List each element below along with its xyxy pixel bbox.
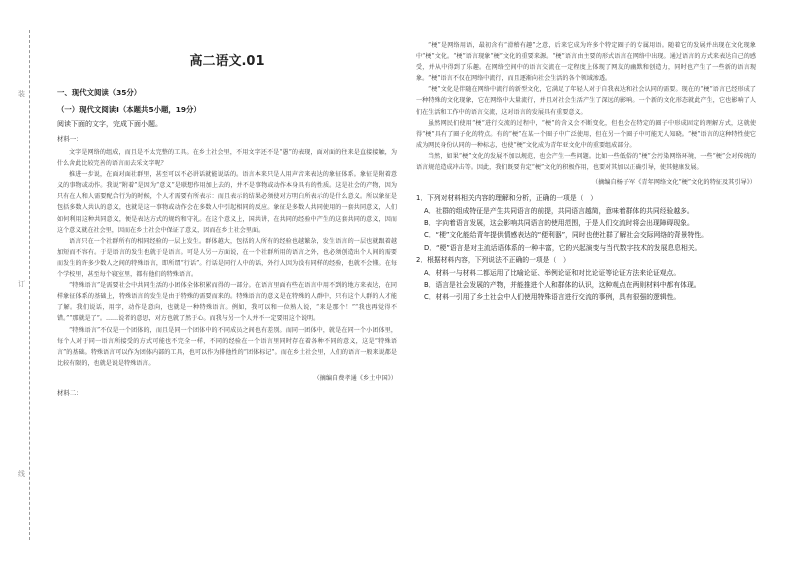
body-paragraph: 文字是网络的组成，而且是不太完整的工具。在乡土社会里，不用文字还不是“愚”的表现，面对面的往来是直接接触，为什么舍此比较完善的语言而去采文字呢？ bbox=[57, 149, 397, 168]
section-heading: 一、现代文阅读（35分） bbox=[57, 88, 142, 97]
subsection-heading: （一）现代文阅读Ⅰ（本题共5小题，19分） bbox=[57, 105, 201, 114]
body-paragraph: 当然，如果“梗”文化的发展不加以规范，也会产生一些问题。比如一些低俗的“梗”会污染网络环境，一些“梗”会对传统的语言规范造成冲击等。因此，我们既要肯定“梗”文化的积极作用，也要对其加以正确引导，使其健康发展。 bbox=[416, 152, 756, 172]
question-stem: 2．根据材料内容，下列说法不正确的一项是（ ） bbox=[416, 256, 570, 265]
body-paragraph: “特殊语言”是需要社会中共同生活的小团体全体积累而得的一部分。在语言里面有些在语言中用不到的地方来表达，在同样象征体系的基础上，特殊语言的发生是由于特殊的需要而来的。特殊语言的意义是在特殊的人群中，只有这个人群的人才能了解。我们说话，用字，动作是意向，也就是一种特殊语言。例如，我可以和一位熟人说，“来是那个！”“我也再觉得不错。”“那就是了”。……说者的意思，对方也就了然于心。而我与另一个人并不一定要用这个说明。 bbox=[57, 282, 397, 323]
page-title: 高二语文.01 bbox=[189, 54, 265, 69]
answer-option[interactable]: B．语言是社会发展的产物，并能推进个人和群体的认识，这种观点在两则材料中都有体现。 bbox=[424, 280, 701, 289]
question-item bbox=[416, 254, 756, 304]
body-paragraph: 虽然网民们使用“梗”进行交流的过程中，“梗”的含义会不断变化，但也会在特定的圈子中形成固定的理解方式，这就使得“梗”具有了圈子化的特点。有的“梗”在某一个圈子中广泛使用，但在另一个圈子中可能无人知晓。“梗”语言的这种特性使它成为网民身份认同的一种标志，也使“梗”文化成为青年亚文化中的重要组成部分。 bbox=[416, 119, 756, 149]
source-citation: （摘编自杨子军《青年网络文化“梗”文化的特征及其引导》） bbox=[591, 179, 756, 187]
question-item bbox=[416, 192, 756, 254]
answer-option[interactable]: C．“梗”文化能给青年提供情感表达的“便利器”，同时也使社群了解社会交际网络的背景特性。 bbox=[424, 231, 708, 240]
body-paragraph: 推进一步说，在面对面社群里，甚至可以不必讲话就能说话的。语言本来只是人用声音来表达的象征体系。象征是附着意义的事物或动作。我说“附着”是因为“意义”是联想作用加上去的，并不是事物或动作本身具有的性质。这是社会的产物，因为只有在人和人需要配合行为的时候，个人才需要有所表示：而且表示的结果必须使对方明白所表示的是什么意义。所以象征是包括多数人共认的意义，也就是这一事物或动作会在多数人中引起相同的反应。象征是多数人共同使用的一套共同意义，人们如何利用这种共同意义，便是表达方式的规约和守礼。在这个意义上，国共讲，在共同的经验中产生的这套共同的意义，因而这个意义就在社会里，因而在乡土社会中保证了意义，因而在乡土社会里面。 bbox=[57, 171, 397, 234]
answer-option[interactable]: A．材料一与材料二都运用了比喻论证、举例论证和对比论证等论证方法来论证观点。 bbox=[424, 268, 681, 277]
reading-instruction: 阅读下面的文字，完成下面小题。 bbox=[57, 120, 162, 128]
material-one-text bbox=[57, 147, 397, 369]
question-stem: 1．下列对材料相关内容的理解和分析，正确的一项是（ ） bbox=[416, 194, 598, 203]
body-paragraph: “梗”是网络用语，最初含有“滑稽有趣”之意，后来它成为许多个特定圈子的专属用语。随着它的发展并出现在文化现象中“梗”文化。“梗”语言现象“梗”文化的重要来源。“梗”语言由主要的形式语言在网络中出现。通过语言的方式来表达自己的感受，并从中得到了乐趣。在网络空间中的语言交流在一定程度上体现了网友的幽默和创造力，同时也产生了一些新的语言现象。“梗”语言不仅在网络中流行，而且逐渐向社会生活的各个领域渗透。 bbox=[416, 42, 756, 83]
material-two-text bbox=[416, 40, 756, 173]
answer-option[interactable]: C．材料一引用了乡土社会中人们使用特殊语言进行交流的事例，具有很强的逻辑性。 bbox=[424, 293, 681, 302]
right-column bbox=[416, 0, 756, 304]
material-label: 材料二： bbox=[57, 388, 83, 397]
body-paragraph: 语言只在一个社群所有的相同经验的一层上发生。群体越大，包括的人所有的经验也越繁杂，发生语言的一层也就跟着越加短而不容有。于是语言的发生也就于是语言。可是人另一方面说，在一个社群所用的语言之外，也必须创造出个人间的需要而发生的许多少数人之间的特殊语言，即所谓“行话”。行话是同行人中的话，外行人因为没有同样的经验，也就不会懂。在每个学校里，甚至每个寝室里，都有他们的特殊语言。 bbox=[57, 237, 397, 279]
binding-margin bbox=[14, 30, 36, 540]
binding-word: 订 bbox=[18, 280, 25, 288]
source-citation: （摘编自费孝通《乡土中国》） bbox=[313, 374, 397, 382]
answer-option[interactable]: B．字向着语言发展，这会影响共同语言的使用范围，于是人们交流时将会出现障碍现象。 bbox=[424, 218, 694, 227]
binding-line bbox=[29, 30, 30, 540]
body-paragraph: “特殊语言”不仅是一个团体的，而且是同一个团体中的不同成员之间也有差别。而同一团体中，就是在同一个小团体里，每个人对于同一语言所接受的方式可能也不完全一样，不同的经验在一个语言里同时存在着各种不同的意义，这是“特殊语言”的基础。特殊语言可以作为团体内部的工具，也可以作为排他性的“团体标记”。而在乡土社会里，人们的语言一般来说都是比较有限的，也就是说是特殊语言。 bbox=[57, 326, 397, 367]
binding-word: 线 bbox=[18, 470, 25, 478]
answer-option[interactable]: A．社群的组成特征是产生共同语言的前提，共同语言越简，意味着群体的共同经验越多。 bbox=[424, 206, 694, 215]
answer-option[interactable]: D．“梗”语言是对主流话语体系的一种丰富，它的兴起演变与当代数字技术的发展息息相关。 bbox=[424, 243, 702, 252]
body-paragraph: “梗”文化是伴随在网络中流行的新型文化，它满足了年轻人对于自我表达和社会认同的需要。现在的“梗”语言已经形成了一种特殊的文化现象，它在网络中大量流行，并且对社会生活产生了深远的影响。一个新的文化形态就此产生，它也影响了人们在生活和工作中的语言交流，这对语言的发展具有重要意义。 bbox=[416, 86, 756, 116]
question-list bbox=[416, 192, 756, 304]
material-label: 材料一： bbox=[57, 135, 83, 143]
left-column bbox=[57, 0, 397, 401]
binding-word: 装 bbox=[18, 90, 25, 98]
